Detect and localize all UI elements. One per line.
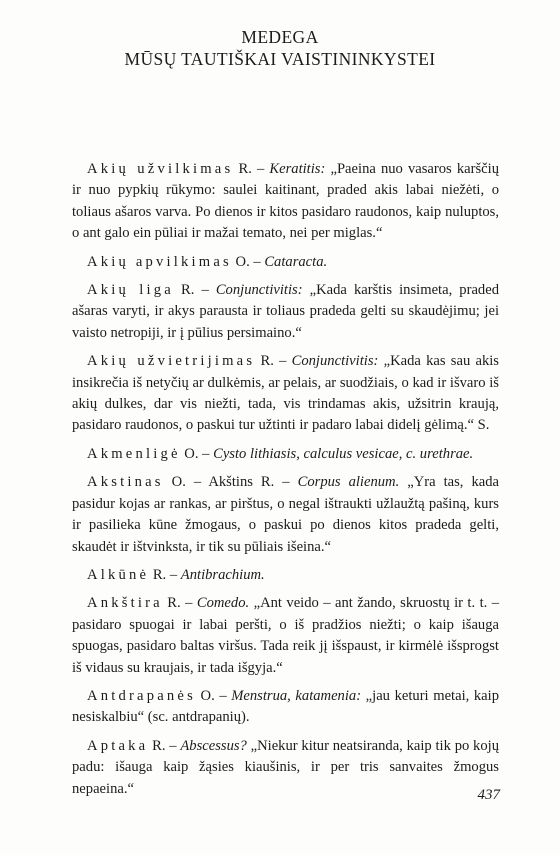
entry-source: O. – Akštins R. –	[163, 474, 298, 491]
entry-term: Aptaka	[87, 737, 149, 754]
entry-latin: Comedo.	[196, 595, 250, 612]
title-line-2: MŪSŲ TAUTIŠKAI VAISTININKYSTEI	[124, 49, 436, 69]
entry-latin: Corpus alienum.	[297, 474, 400, 491]
entry-text: „Kada kas sau akis insikrečia iš netyčių ar dulkėmis, ar pelais, ar suodžiais, o kad ir išvaro iš akių dulkes, dar vis niežti, tada, vis trindamas akis, užsitrin kraują, pasidaro raudonos, o paskui tur užtinti ir padaro labai didelį gėlimą.“ S.	[72, 353, 499, 434]
entry-source: R. –	[173, 282, 216, 299]
entry-latin: Abscessus?	[180, 737, 247, 754]
entry-latin: Antibrachium.	[180, 566, 265, 583]
entry-term: Ankštira	[87, 595, 163, 612]
entry-term: Akių liga	[87, 282, 174, 299]
entry	[72, 472, 499, 558]
entry-text: „Kada karštis insimeta, praded ašaras varyti, ir akys parausta ir toliaus pradeda gelti su skaudėjimu; jei vaisto netropiji, ir į pūlius persimaino.“	[72, 282, 499, 341]
entry-term: Akių užvietrijimas	[87, 353, 256, 370]
entry-latin: Keratitis:	[269, 161, 326, 177]
entry-term: Akstinas	[87, 474, 164, 491]
entry-latin: Conjunctivitis:	[291, 353, 379, 370]
entry-text: „Paeina nuo vasaros karščių ir nuo pypkių rūkymo: saulei kaitinant, praded akis labai niežėti, o toliaus ašaros varva. Po dienos ir kitos pasidaro raudonos, kaip nuluptos, o ant galo ein pūliai ir mažai temato, nei per miglas.“	[72, 161, 499, 242]
entry-latin: Menstrua, katamenia:	[231, 687, 362, 704]
page-number: 437	[477, 787, 500, 803]
page-title	[0, 26, 560, 70]
entry-latin: Conjunctivitis:	[215, 282, 303, 299]
entry	[72, 252, 499, 273]
entry-source: R. –	[149, 566, 181, 583]
entry-text: „Ant veido – ant žando, skruostų ir t. t. – pasidaro spuogai ir labai peršti, o iš pradžios niežti; o kaip išauga spuogas, pasidaro baltas viršus. Tada reik jį išspaust, ir kirmėlė išsprogst iš vidaus su kraujais, ir tada išgyja.“	[72, 595, 500, 676]
entry-source: O. –	[195, 687, 232, 704]
entry-term: Alkūnė	[87, 566, 150, 583]
entry-source: R. –	[255, 353, 292, 370]
entry-latin: Cysto lithiasis, calculus vesicae, c. urethrae.	[213, 445, 474, 462]
title-line-1: MEDEGA	[241, 27, 319, 47]
entry-text: „Niekur kitur neatsiranda, kaip tik po kojų padu: išauga kaip žąsies kiaušinis, ir per tris sanvaites žmogus nepaeina.“	[72, 737, 500, 797]
entry-term: Akių užvilkimas	[87, 161, 234, 177]
entry-term: Akių apvilkimas	[87, 253, 232, 270]
entry-latin: Cataracta.	[264, 253, 328, 270]
entry-source: R. –	[233, 161, 270, 177]
entry	[72, 736, 499, 800]
entry-source: R. –	[162, 595, 197, 612]
entry	[72, 280, 499, 344]
entry-source: O. –	[180, 445, 214, 462]
entries-list	[72, 159, 499, 807]
entry-text: „Yra tas, kada pasidur kojas ar rankas, ar pirštus, o negal ištraukti užlaužtą pašiną, kurs ir pasilieka kūne žmogaus, o paskui po dienos kitos pradeda gelti, skaudėt ir ištvinksta, ir tik su pūliais išeina.“	[72, 474, 499, 555]
entry	[72, 593, 499, 679]
entry	[72, 444, 499, 465]
entry-term: Akmenligė	[87, 445, 181, 462]
entry	[72, 159, 499, 245]
entry-source: R. –	[148, 737, 181, 754]
entry	[72, 351, 499, 437]
entry	[72, 686, 499, 729]
entry-text: „jau keturi metai, kaip nesiskalbiu“ (sc. antdrapanių).	[72, 687, 499, 726]
entry	[72, 565, 499, 586]
entry-source: O. –	[231, 253, 265, 270]
entry-term: Antdrapanės	[87, 687, 196, 704]
